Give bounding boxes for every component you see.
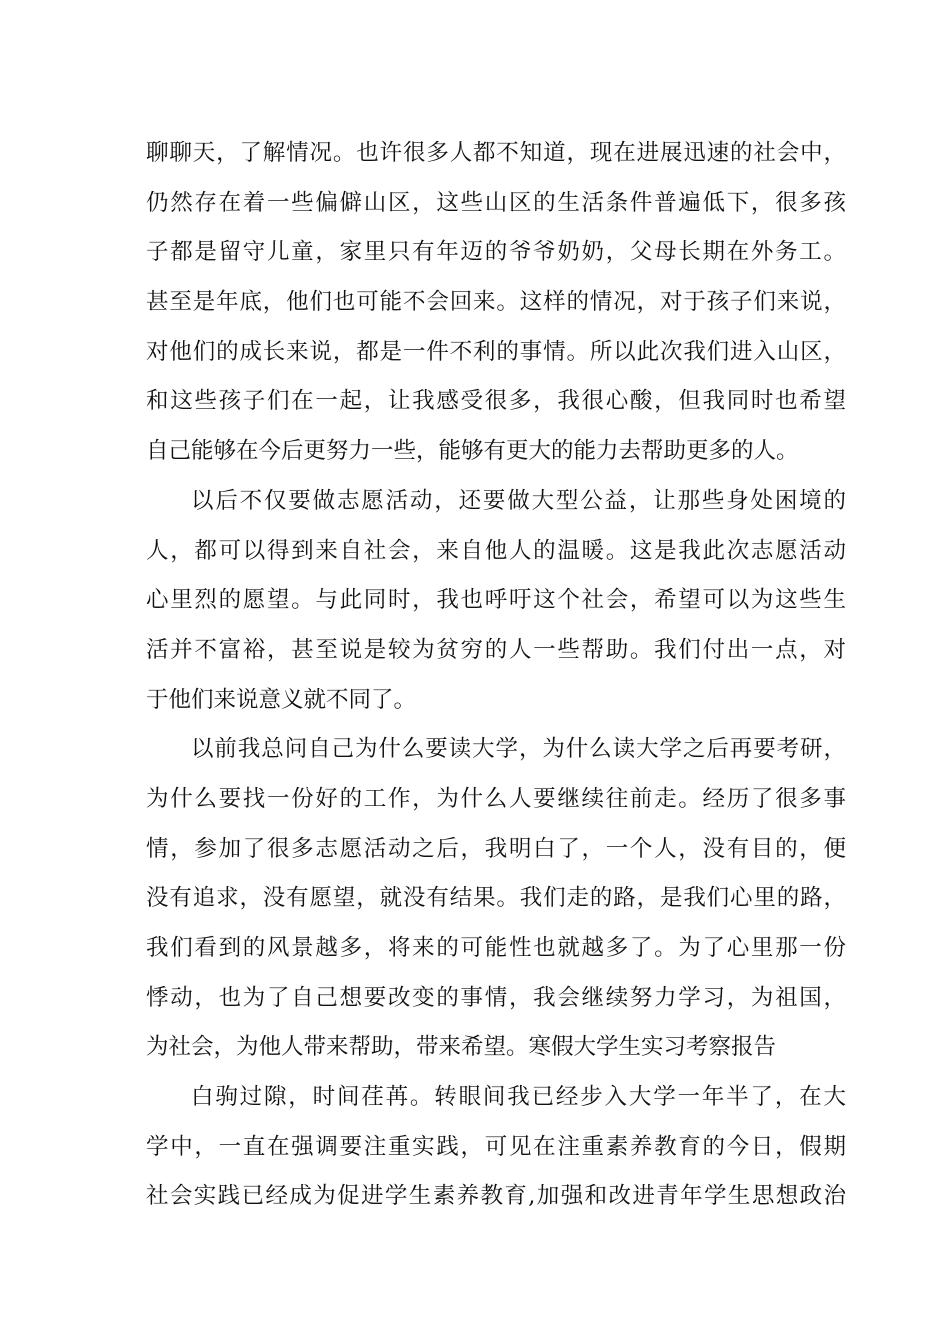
text-line: 仍然存在着一些偏僻山区，这些山区的生活条件普遍低下，很多孩	[146, 189, 846, 216]
text-line: 于他们来说意义就不同了。	[146, 686, 417, 713]
text-line: 为什么要找一份好的工作，为什么人要继续往前走。经历了很多事	[146, 785, 846, 812]
text-line: 对他们的成长来说，都是一件不利的事情。所以此次我们进入山区，	[146, 338, 846, 365]
text-line: 心里烈的愿望。与此同时，我也呼吁这个社会，希望可以为这些生	[146, 587, 846, 614]
text-line: 没有追求，没有愿望，就没有结果。我们走的路，是我们心里的路，	[146, 885, 846, 912]
text-line: 甚至是年底，他们也可能不会回来。这样的情况，对于孩子们来说，	[146, 289, 846, 316]
text-line: 学中，一直在强调要注重实践，可见在注重素养教育的今日，假期	[146, 1133, 846, 1160]
text-line: 自己能够在今后更努力一些，能够有更大的能力去帮助更多的人。	[146, 438, 799, 465]
text-line: 社会实践已经成为促进学生素养教育,加强和改进青年学生思想政治	[146, 1183, 846, 1210]
text-line: 悸动，也为了自己想要改变的事情，我会继续努力学习，为祖国，	[146, 984, 846, 1011]
paragraph-start-line: 白驹过隙，时间荏苒。转眼间我已经步入大学一年半了，在大	[191, 1084, 846, 1111]
text-line: 情，参加了很多志愿活动之后，我明白了，一个人，没有目的，便	[146, 835, 846, 862]
text-line: 人，都可以得到来自社会，来自他人的温暖。这是我此次志愿活动	[146, 537, 846, 564]
text-line: 聊聊天，了解情况。也许很多人都不知道，现在进展迅速的社会中，	[146, 140, 846, 166]
body-text	[146, 129, 846, 1222]
text-line: 和这些孩子们在一起，让我感受很多，我很心酸，但我同时也希望	[146, 388, 846, 415]
text-line: 为社会，为他人带来帮助，带来希望。寒假大学生实习考察报告	[146, 1034, 777, 1061]
paragraph-start-line: 以前我总问自己为什么要读大学，为什么读大学之后再要考研，	[191, 736, 846, 763]
text-line: 我们看到的风景越多，将来的可能性也就越多了。为了心里那一份	[146, 935, 846, 961]
text-line: 活并不富裕，甚至说是较为贫穷的人一些帮助。我们付出一点，对	[146, 636, 846, 663]
text-line: 子都是留守儿童，家里只有年迈的爷爷奶奶，父母长期在外务工。	[146, 239, 846, 266]
paragraph-start-line: 以后不仅要做志愿活动，还要做大型公益，让那些身处困境的	[191, 487, 846, 514]
